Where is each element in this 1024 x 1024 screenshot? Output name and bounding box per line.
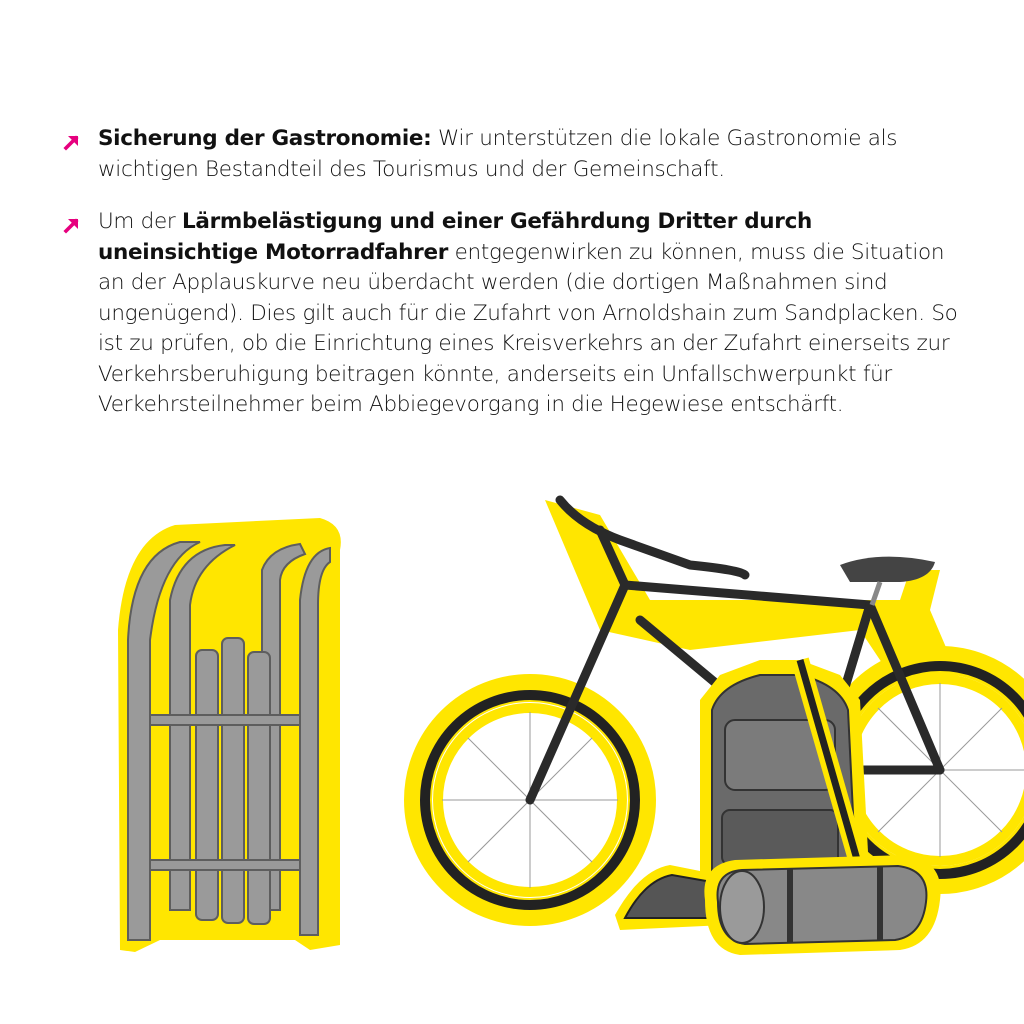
illustration [0, 470, 1024, 1024]
backpack-image [700, 660, 870, 890]
bullet-laerm [62, 207, 962, 421]
sleeping-mat-image [704, 855, 940, 955]
arrow-up-right-icon [62, 215, 82, 235]
bullet-bold-text: Sicherung der Gastronomie: [98, 126, 432, 151]
bullet-prefix-text: Um der [98, 209, 182, 234]
arrow-up-right-icon [62, 132, 82, 152]
bullet-body-text: entgegenwirken zu können, muss die Situation an der Applauskurve neu überdacht werden (die dortigen Maßnahmen sind ungenügend). Dies gilt auch für die Zufahrt von Arnoldshain zum Sandplacken. So ist zu prüfen, ob die Einrichtung eines Kreisverkehrs an der Zufahrt einerseits zur Verkehrsberuhigung beitragen könnte, anderseits ein Unfallschwerpunkt für Verkehrsteilnehmer beim Abbiegevorgang in die Hegewiese entschärft. [98, 239, 958, 417]
bullet-list [62, 124, 962, 443]
sled-image [118, 518, 341, 952]
bullet-text [98, 207, 962, 421]
bullet-bold-text: Lärmbelästigung und einer Gefährdung Dritter durch uneinsichtige Motorradfahrer [98, 209, 813, 265]
bullet-text [98, 124, 962, 185]
bullet-gastronomie [62, 124, 962, 185]
bullet-body-text: Wir unterstützen die lokale Gastronomie als wichtigen Bestandteil des Tourismus und der Gemeinschaft. [98, 126, 898, 182]
